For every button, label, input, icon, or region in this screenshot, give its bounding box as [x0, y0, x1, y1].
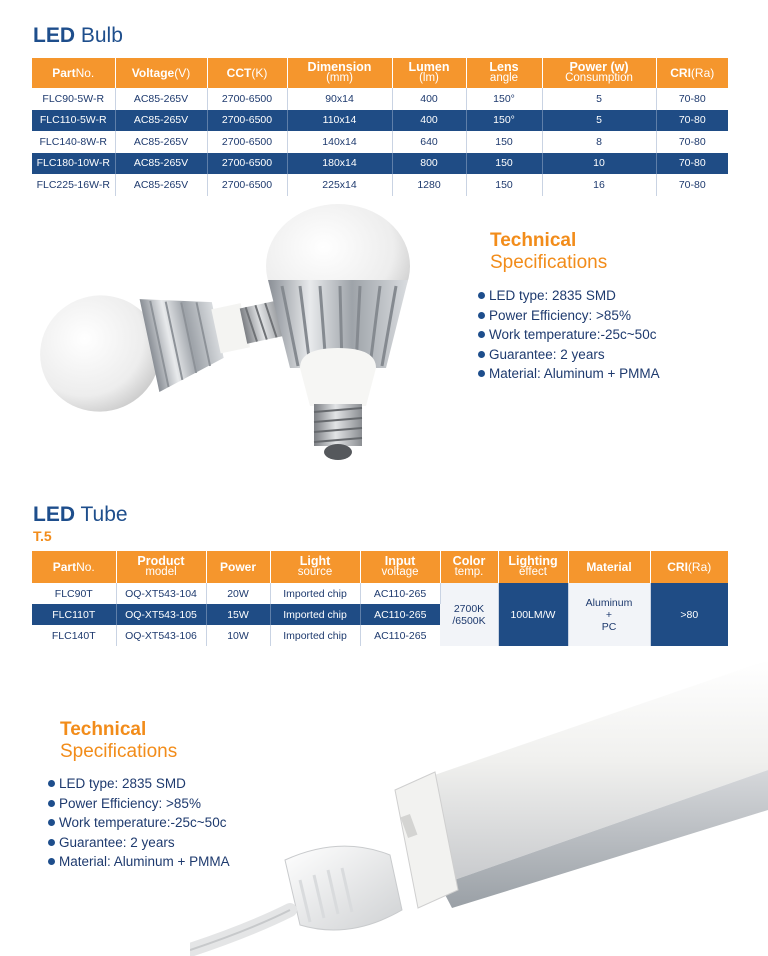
table-cell: AC85-265V: [115, 174, 207, 196]
bulb-section-title: [33, 24, 123, 48]
color-temp-line: /6500K: [452, 614, 486, 627]
table-cell: 70-80: [656, 131, 728, 153]
bulb-technical-specs: [490, 230, 607, 274]
table-row: [32, 131, 728, 153]
tube-specs-heading: Technical: [60, 719, 147, 740]
table-cell: 70-80: [656, 174, 728, 196]
tube-header-main: Power: [219, 559, 256, 574]
spec-item: [48, 774, 230, 794]
spec-item: [48, 813, 230, 833]
table-cell: Imported chip: [270, 625, 360, 646]
table-cell: 10W: [206, 625, 270, 646]
bullet-icon: [478, 312, 485, 319]
bulb-header-unit: angle: [489, 72, 519, 84]
table-cell: 70-80: [656, 110, 728, 132]
tube-header-unit: (Ra): [687, 559, 712, 574]
table-cell: 150°: [466, 110, 542, 132]
spec-item: [478, 306, 660, 326]
table-cell: AC85-265V: [115, 110, 207, 132]
tube-technical-specs: [60, 719, 177, 763]
bulb-spec-table: [32, 58, 728, 196]
bulb-header-0: [32, 58, 115, 88]
tube-header-8: [650, 551, 728, 583]
bullet-icon: [478, 351, 485, 358]
table-cell: 90x14: [287, 88, 392, 110]
table-cell: 10: [542, 153, 656, 175]
spec-text: Power Efficiency: >85%: [59, 795, 201, 811]
bullet-icon: [478, 370, 485, 377]
table-row: [32, 88, 728, 110]
tube-header-main: Part: [52, 559, 77, 574]
bulb-header-unit: No.: [75, 65, 95, 80]
tube-header-main: Input: [384, 554, 416, 568]
spec-text: LED type: 2835 SMD: [489, 288, 616, 303]
bulb-header-6: [542, 58, 656, 88]
table-cell: 5: [542, 88, 656, 110]
bulb-header-main: Power (w): [569, 60, 629, 74]
bullet-icon: [48, 839, 55, 846]
table-cell: AC110-265: [360, 625, 440, 646]
tube-header-main: Color: [452, 554, 486, 568]
table-cell: 8: [542, 131, 656, 153]
bulb-header-unit: (V): [174, 65, 191, 80]
tube-header-1: [116, 551, 206, 583]
bulb-header-unit: (lm): [419, 72, 439, 84]
tube-header-6: [498, 551, 568, 583]
bulb-header-2: [207, 58, 287, 88]
table-cell: 150: [466, 174, 542, 196]
material-line: +: [605, 608, 613, 621]
bullet-icon: [478, 292, 485, 299]
table-cell: 180x14: [287, 153, 392, 175]
tube-header-unit: voltage: [381, 566, 419, 578]
table-cell: 140x14: [287, 131, 392, 153]
spec-item: [48, 794, 230, 814]
table-cell: AC85-265V: [115, 88, 207, 110]
table-cell: 5: [542, 110, 656, 132]
material-cell: [568, 583, 650, 646]
material-line: PC: [601, 620, 617, 633]
tube-header-unit: source: [297, 566, 333, 578]
spec-item: [478, 325, 660, 345]
bullet-icon: [48, 780, 55, 787]
lighting-effect-cell: 100LM/W: [498, 583, 568, 646]
table-cell: 2700-6500: [207, 131, 287, 153]
table-cell: FLC90T: [32, 583, 116, 604]
bullet-icon: [48, 819, 55, 826]
bulb-header-unit: Consumption: [565, 72, 633, 84]
table-cell: FLC90-5W-R: [32, 88, 115, 110]
spec-text: Guarantee: 2 years: [489, 346, 605, 362]
tube-header-main: Lighting: [508, 554, 558, 568]
bulb-header-1: [115, 58, 207, 88]
bullet-icon: [48, 800, 55, 807]
table-cell: 2700-6500: [207, 88, 287, 110]
led-tube-illustration: [190, 650, 768, 956]
table-cell: OQ-XT543-105: [116, 604, 206, 625]
spec-text: Guarantee: 2 years: [59, 834, 175, 850]
table-cell: FLC140-8W-R: [32, 131, 115, 153]
spec-item: [478, 364, 660, 384]
tube-header-3: [270, 551, 360, 583]
tube-specs-list: [48, 774, 230, 872]
table-cell: AC85-265V: [115, 153, 207, 175]
bulb-header-unit: (mm): [326, 72, 353, 84]
table-cell: AC110-265: [360, 604, 440, 625]
table-cell: 2700-6500: [207, 153, 287, 175]
bulb-specs-list: [478, 286, 660, 384]
color-temp-line: 2700K: [453, 602, 485, 615]
bulb-header-main: CRI: [670, 65, 691, 80]
bulb-specs-heading: Technical: [490, 230, 577, 251]
table-cell: 400: [392, 88, 466, 110]
table-cell: 110x14: [287, 110, 392, 132]
tube-header-0: [32, 551, 116, 583]
bulb-header-main: CCT: [226, 65, 252, 80]
table-cell: 150°: [466, 88, 542, 110]
bulb-header-main: Lumen: [408, 60, 450, 74]
table-cell: FLC110-5W-R: [32, 110, 115, 132]
tube-header-5: [440, 551, 498, 583]
table-cell: Imported chip: [270, 604, 360, 625]
material-line: Aluminum: [585, 596, 633, 609]
table-cell: OQ-XT543-106: [116, 625, 206, 646]
tube-title-bold: LED: [33, 503, 75, 526]
bulb-header-7: [656, 58, 728, 88]
table-row: [32, 174, 728, 196]
cri-cell: >80: [650, 583, 728, 646]
tube-header-unit: model: [145, 566, 177, 578]
bulb-header-unit: (K): [251, 65, 268, 80]
spec-item: [48, 852, 230, 872]
color-temp-cell: [440, 583, 498, 646]
spec-text: Material: Aluminum + PMMA: [59, 854, 230, 869]
table-cell: AC85-265V: [115, 131, 207, 153]
spec-item: [478, 286, 660, 306]
table-cell: 150: [466, 153, 542, 175]
table-cell: OQ-XT543-104: [116, 583, 206, 604]
spec-text: LED type: 2835 SMD: [59, 776, 186, 791]
bulb-specs-subheading: Specifications: [490, 252, 608, 273]
bulb-header-4: [392, 58, 466, 88]
spec-text: Work temperature:-25c~50c: [59, 815, 227, 830]
bullet-icon: [48, 858, 55, 865]
bulb-header-unit: (Ra): [690, 65, 715, 80]
table-cell: 16: [542, 174, 656, 196]
tube-header-7: [568, 551, 650, 583]
spec-item: [48, 833, 230, 853]
table-cell: 400: [392, 110, 466, 132]
table-cell: FLC110T: [32, 604, 116, 625]
tube-header-unit: No.: [76, 559, 95, 574]
bulb-title-bold: LED: [33, 24, 75, 47]
bulb-header-5: [466, 58, 542, 88]
tube-header-unit: temp.: [454, 566, 484, 578]
tube-header-main: Material: [586, 559, 632, 574]
tube-specs-subheading: Specifications: [60, 741, 178, 762]
spec-text: Power Efficiency: >85%: [489, 307, 631, 323]
table-cell: FLC180-10W-R: [32, 153, 115, 175]
table-cell: 640: [392, 131, 466, 153]
table-cell: Imported chip: [270, 583, 360, 604]
table-row: [32, 110, 728, 132]
tube-title-rest: Tube: [80, 503, 128, 526]
table-cell: 1280: [392, 174, 466, 196]
table-cell: 70-80: [656, 153, 728, 175]
table-row: [32, 583, 728, 604]
tube-section-title: [33, 503, 128, 527]
table-row: [32, 153, 728, 175]
tube-header-2: [206, 551, 270, 583]
table-cell: 70-80: [656, 88, 728, 110]
bulb-header-main: Part: [52, 65, 76, 80]
table-cell: 15W: [206, 604, 270, 625]
tube-header-main: Product: [137, 554, 185, 568]
table-cell: 2700-6500: [207, 174, 287, 196]
table-cell: FLC225-16W-R: [32, 174, 115, 196]
tube-spec-table: [32, 551, 728, 646]
spec-text: Work temperature:-25c~50c: [489, 327, 657, 342]
tube-header-unit: effect: [519, 566, 547, 578]
bulb-header-3: [287, 58, 392, 88]
led-bulb-illustration: [30, 198, 430, 478]
table-cell: 225x14: [287, 174, 392, 196]
bulb-header-main: Lens: [489, 60, 519, 74]
tube-header-main: Light: [299, 554, 331, 568]
spec-text: Material: Aluminum + PMMA: [489, 366, 660, 381]
tube-header-main: CRI: [667, 559, 688, 574]
table-cell: FLC140T: [32, 625, 116, 646]
bulb-header-main: Voltage: [131, 65, 175, 80]
bulb-header-main: Dimension: [307, 60, 372, 74]
table-cell: 150: [466, 131, 542, 153]
table-cell: 2700-6500: [207, 110, 287, 132]
table-cell: AC110-265: [360, 583, 440, 604]
bullet-icon: [478, 331, 485, 338]
table-cell: 800: [392, 153, 466, 175]
tube-subtitle: T.5: [33, 528, 52, 544]
spec-item: [478, 345, 660, 365]
tube-header-4: [360, 551, 440, 583]
table-cell: 20W: [206, 583, 270, 604]
bulb-title-rest: Bulb: [80, 24, 123, 47]
